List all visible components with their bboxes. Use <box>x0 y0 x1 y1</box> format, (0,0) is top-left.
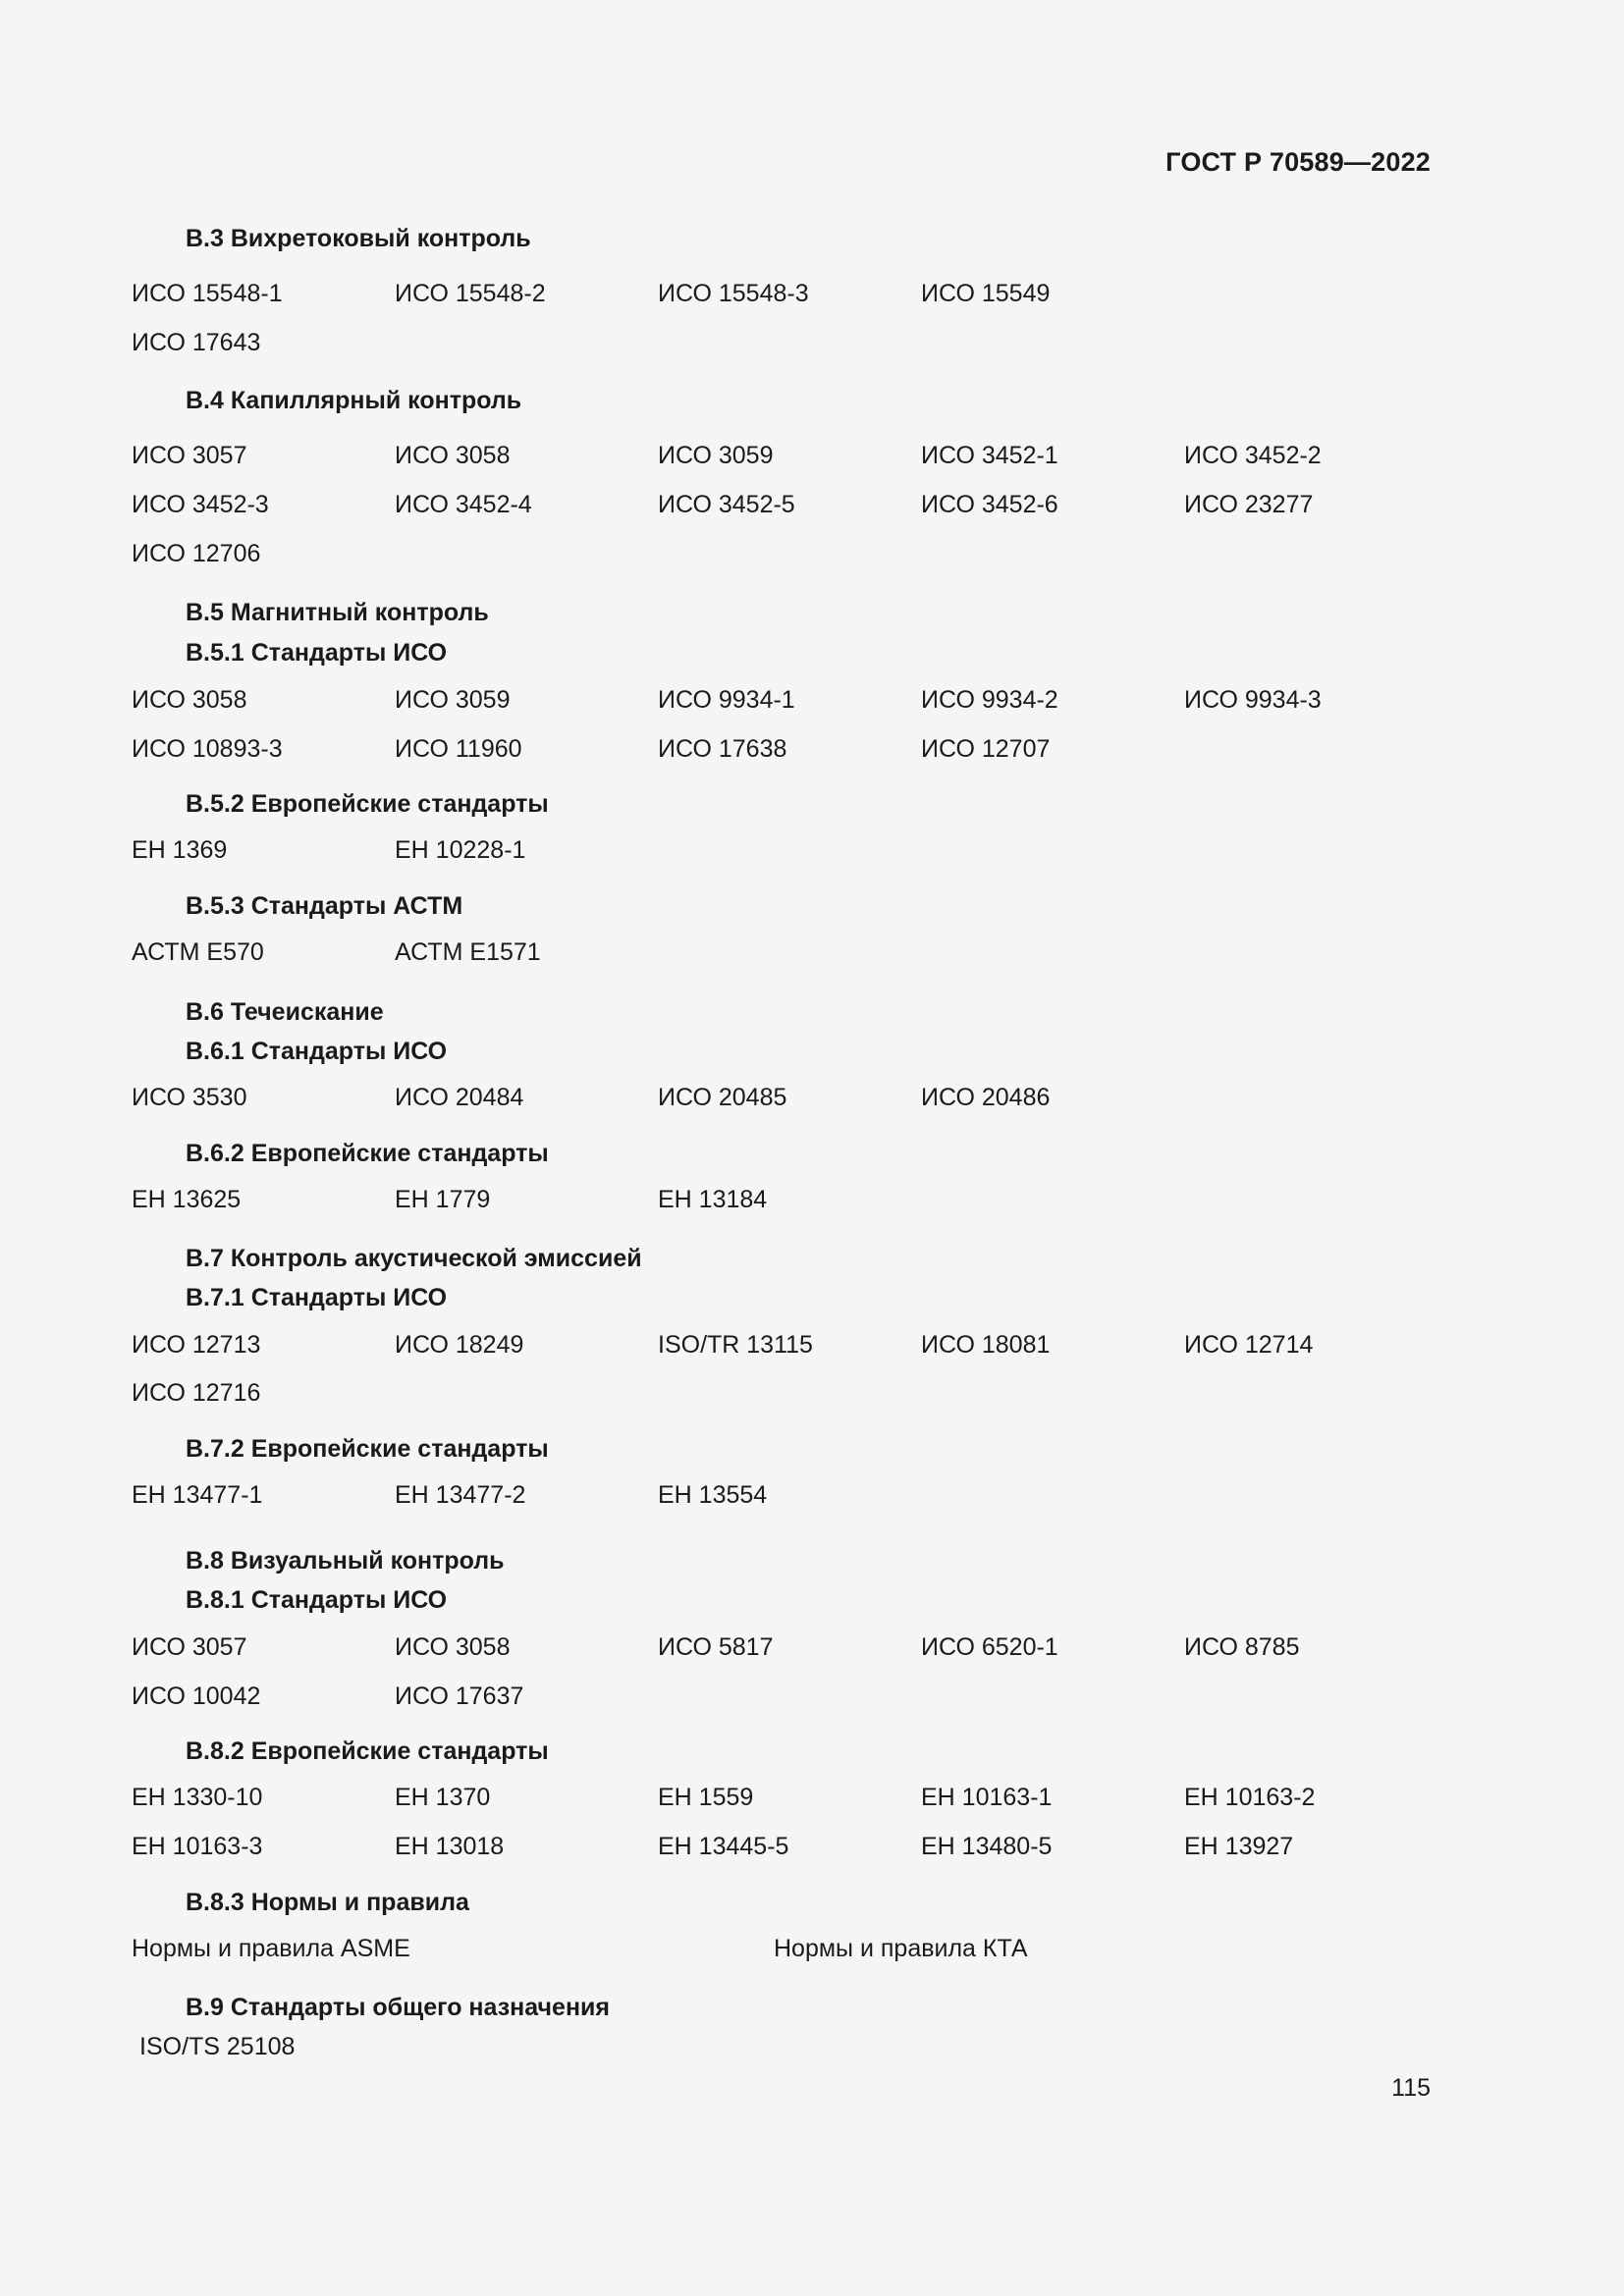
standards-row <box>132 1935 1428 1968</box>
standard-ref: АСТМ Е1571 <box>395 938 541 966</box>
standard-ref: ЕН 13554 <box>658 1481 768 1509</box>
standard-ref: ИСО 3057 <box>132 1633 247 1661</box>
standard-ref: ИСО 15548-3 <box>658 280 809 307</box>
standard-ref: ИСО 12714 <box>1184 1331 1314 1359</box>
standards-row <box>132 1481 1428 1515</box>
standard-ref: ЕН 13445-5 <box>658 1833 789 1860</box>
standard-ref: ИСО 20485 <box>658 1084 787 1111</box>
standard-ref: ИСО 3059 <box>658 442 774 469</box>
standard-ref: ЕН 1779 <box>395 1186 491 1213</box>
standards-row <box>132 1186 1428 1219</box>
standard-ref: ИСО 10893-3 <box>132 735 283 763</box>
section-heading-b3: В.3 Вихретоковый контроль <box>186 225 531 252</box>
subsection-heading-b72: В.7.2 Европейские стандарты <box>186 1435 549 1463</box>
standard-ref: ИСО 3530 <box>132 1084 247 1111</box>
subsection-heading-b83: В.8.3 Нормы и правила <box>186 1889 469 1916</box>
standards-row <box>132 1633 1428 1667</box>
standards-row <box>132 836 1428 870</box>
standard-ref: ИСО 18081 <box>921 1331 1051 1359</box>
standard-ref: ИСО 20484 <box>395 1084 524 1111</box>
section-heading-b8: В.8 Визуальный контроль <box>186 1547 505 1575</box>
standard-ref: ЕН 13625 <box>132 1186 242 1213</box>
standard-ref: ЕН 10163-2 <box>1184 1784 1316 1811</box>
standard-ref: ИСО 8785 <box>1184 1633 1300 1661</box>
standards-row <box>132 280 1428 313</box>
standard-ref: ЕН 13477-2 <box>395 1481 526 1509</box>
standard-ref: ИСО 3057 <box>132 442 247 469</box>
standard-ref: Нормы и правила КТА <box>774 1935 1028 1962</box>
standard-ref: ИСО 6520-1 <box>921 1633 1058 1661</box>
standard-ref: ISO/TR 13115 <box>658 1331 813 1359</box>
standard-ref: ИСО 10042 <box>132 1682 261 1710</box>
standard-ref: ИСО 18249 <box>395 1331 524 1359</box>
document-code: ГОСТ Р 70589—2022 <box>1165 147 1431 177</box>
standard-ref: ИСО 3452-1 <box>921 442 1058 469</box>
standard-ref: ЕН 1330-10 <box>132 1784 263 1811</box>
standard-ref: ЕН 10163-3 <box>132 1833 263 1860</box>
standards-row <box>132 540 1428 573</box>
standard-ref: ИСО 12716 <box>132 1379 261 1407</box>
section-heading-b4: В.4 Капиллярный контроль <box>186 387 522 414</box>
standard-ref: ИСО 12706 <box>132 540 261 567</box>
standard-ref: ИСО 5817 <box>658 1633 774 1661</box>
standard-ref: ИСО 23277 <box>1184 491 1314 518</box>
section-heading-b6: В.6 Течеискание <box>186 998 384 1026</box>
standard-ref: ИСО 3452-6 <box>921 491 1058 518</box>
standard-ref: ИСО 3058 <box>395 1633 511 1661</box>
standard-ref: ИСО 15549 <box>921 280 1051 307</box>
standards-row <box>132 686 1428 720</box>
standard-ref: ИСО 3452-5 <box>658 491 795 518</box>
standards-row <box>132 1784 1428 1817</box>
standard-ref: ЕН 1559 <box>658 1784 754 1811</box>
page-number: 115 <box>1391 2074 1431 2102</box>
standard-ref: ЕН 1370 <box>395 1784 491 1811</box>
section-heading-b5: В.5 Магнитный контроль <box>186 599 489 626</box>
subsection-heading-b82: В.8.2 Европейские стандарты <box>186 1737 549 1765</box>
standard-ref: ИСО 3452-4 <box>395 491 532 518</box>
standard-ref: ЕН 10163-1 <box>921 1784 1053 1811</box>
standard-ref: ИСО 11960 <box>395 735 522 763</box>
standard-ref: ИСО 3058 <box>395 442 511 469</box>
standards-row <box>132 1682 1428 1716</box>
standards-row <box>132 1331 1428 1364</box>
standard-ref: ИСО 9934-2 <box>921 686 1058 714</box>
standards-row <box>132 1084 1428 1117</box>
standard-ref: Нормы и правила ASME <box>132 1935 410 1962</box>
section-heading-b9: В.9 Стандарты общего назначения <box>186 1994 611 2021</box>
standard-ref: ИСО 9934-3 <box>1184 686 1322 714</box>
standard-ref: ИСО 15548-2 <box>395 280 546 307</box>
subsection-heading-b71: В.7.1 Стандарты ИСО <box>186 1284 448 1311</box>
standard-ref: ИСО 12713 <box>132 1331 261 1359</box>
subsection-heading-b52: В.5.2 Европейские стандарты <box>186 790 549 818</box>
standard-ref: ИСО 3058 <box>132 686 247 714</box>
standard-ref: ЕН 13184 <box>658 1186 768 1213</box>
standards-row <box>132 491 1428 524</box>
standard-ref: АСТМ Е570 <box>132 938 264 966</box>
subsection-heading-b62: В.6.2 Европейские стандарты <box>186 1140 549 1167</box>
standard-ref: ЕН 1369 <box>132 836 228 864</box>
standards-row <box>132 735 1428 769</box>
standard-ref: ИСО 3452-3 <box>132 491 269 518</box>
standard-ref: ИСО 9934-1 <box>658 686 795 714</box>
standards-row <box>132 1833 1428 1866</box>
subsection-heading-b53: В.5.3 Стандарты АСТМ <box>186 892 463 920</box>
standards-row <box>132 1379 1428 1413</box>
standard-ref: ИСО 17638 <box>658 735 787 763</box>
standard-ref: ИСО 3452-2 <box>1184 442 1322 469</box>
standard-ref: ИСО 17643 <box>132 329 261 356</box>
standards-row <box>132 329 1428 362</box>
standards-row <box>132 442 1428 475</box>
standards-row <box>132 938 1428 972</box>
standard-ref: ЕН 13480-5 <box>921 1833 1053 1860</box>
standard-ref: ISO/TS 25108 <box>139 2033 296 2060</box>
standard-ref: ИСО 12707 <box>921 735 1051 763</box>
subsection-heading-b51: В.5.1 Стандарты ИСО <box>186 639 448 667</box>
subsection-heading-b81: В.8.1 Стандарты ИСО <box>186 1586 448 1614</box>
standards-row <box>132 2033 1428 2066</box>
standard-ref: ЕН 10228-1 <box>395 836 526 864</box>
standard-ref: ЕН 13018 <box>395 1833 505 1860</box>
subsection-heading-b61: В.6.1 Стандарты ИСО <box>186 1038 448 1065</box>
standard-ref: ИСО 17637 <box>395 1682 524 1710</box>
section-heading-b7: В.7 Контроль акустической эмиссией <box>186 1245 642 1272</box>
standard-ref: ИСО 3059 <box>395 686 511 714</box>
standard-ref: ЕН 13477-1 <box>132 1481 263 1509</box>
standard-ref: ИСО 20486 <box>921 1084 1051 1111</box>
standard-ref: ИСО 15548-1 <box>132 280 283 307</box>
standard-ref: ЕН 13927 <box>1184 1833 1294 1860</box>
